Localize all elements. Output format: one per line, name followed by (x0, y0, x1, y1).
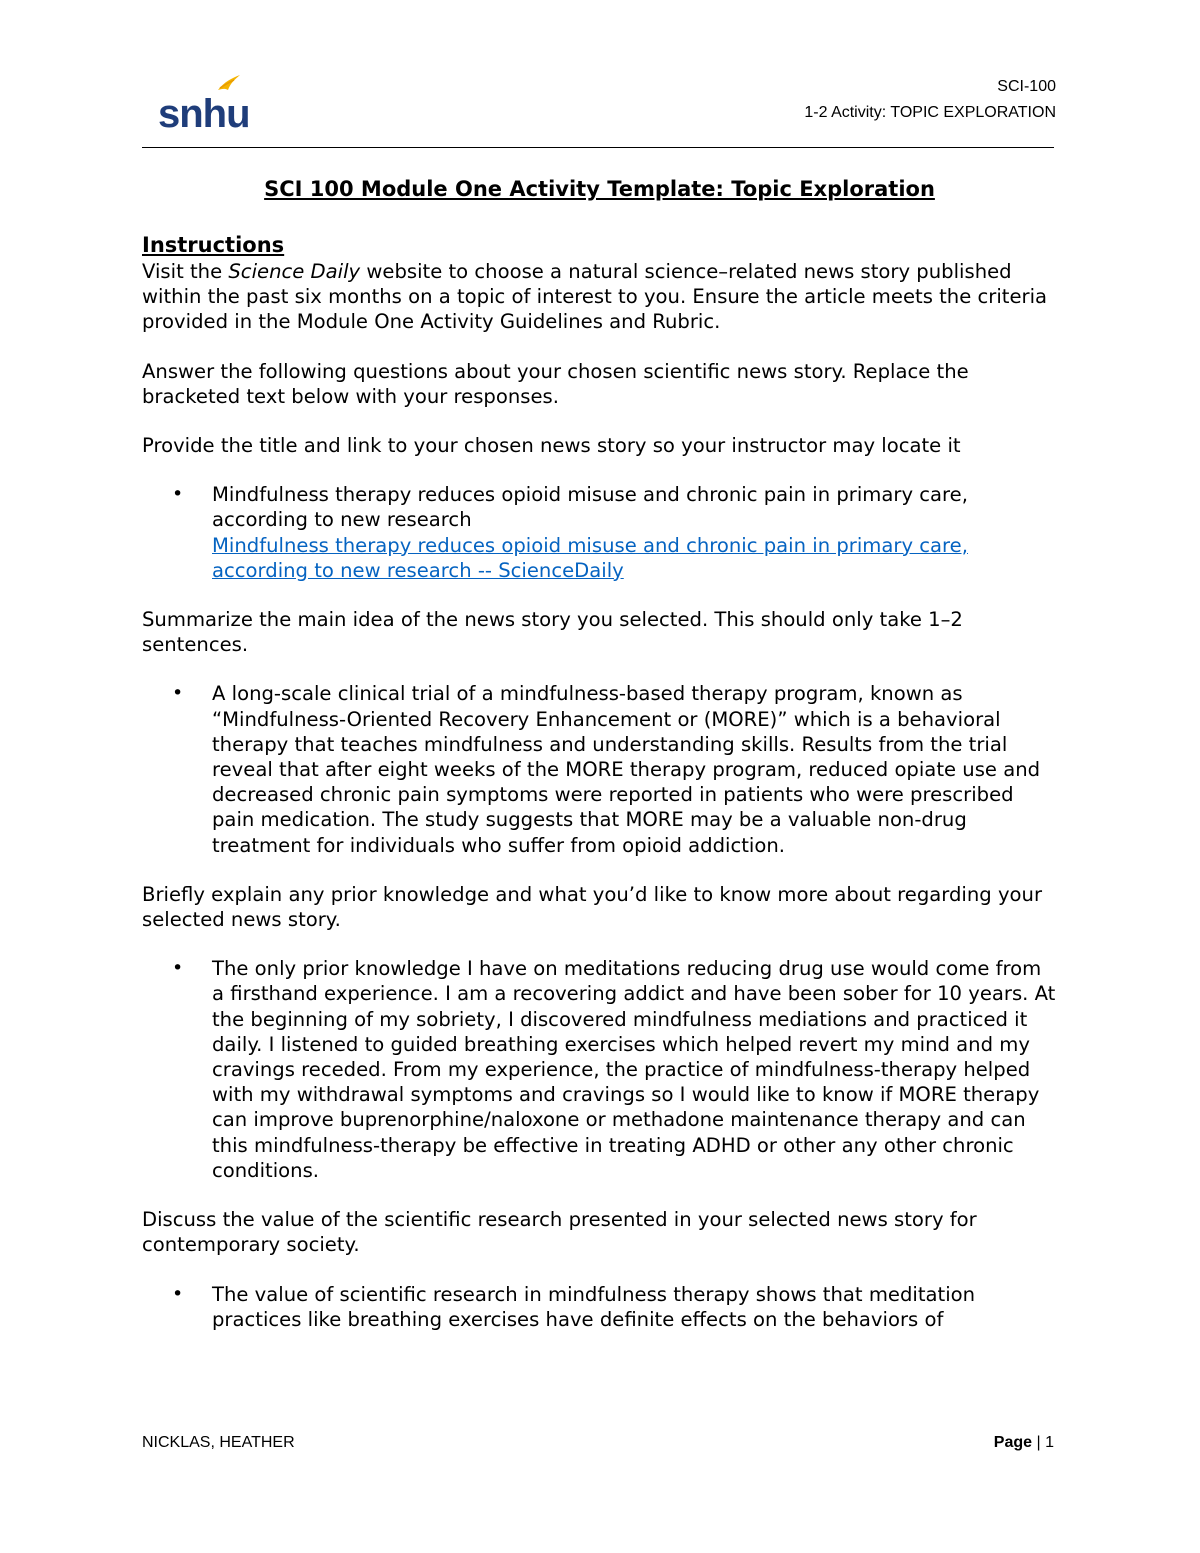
list-item (142, 681, 1057, 857)
question-2-answer (142, 681, 1057, 857)
header-divider (142, 147, 1054, 148)
snhu-logo (158, 70, 250, 136)
question-2-prompt: Summarize the main idea of the news story you selected. This should only take 1–2 sentences. (142, 608, 963, 657)
bullet-icon: • (172, 1282, 184, 1305)
answer-text: The value of scientific research in mindfulness therapy shows that meditation practices like breathing exercises have definite effects on the behaviors of (212, 1282, 976, 1331)
bullet-icon: • (172, 682, 184, 705)
article-link[interactable]: Mindfulness therapy reduces opioid misuse and chronic pain in primary care, according to new research -- ScienceDaily (212, 533, 968, 582)
logo-wordmark: snhu (158, 92, 250, 136)
instructions-text-start: Visit the (142, 260, 229, 283)
instructions-paragraph (142, 259, 1057, 335)
answer-text: The only prior knowledge I have on meditations reducing drug use would come from a firsthand experience. I am a recovering addict and have been sober for 10 years. At the beginning of my sobriety, I discovered mindfulness mediations and practiced it daily. I listened to guided breathing exercises which helped revert my mind and my cravings receded. From my experience, the practice of mindfulness-therapy helped with my withdrawal symptoms and cravings so I would like to know if MORE therapy can improve buprenorphine/naloxone or methadone maintenance therapy and can this mindfulness-therapy be effective in treating ADHD or other any other chronic conditions. (212, 957, 1056, 1182)
bullet-icon: • (172, 483, 184, 506)
question-4-prompt: Discuss the value of the scientific research presented in your selected news story for contemporary society. (142, 1208, 977, 1257)
footer-page-number (994, 1434, 1054, 1452)
footer-author: NICKLAS, HEATHER (142, 1434, 295, 1451)
article-title: Mindfulness therapy reduces opioid misuse and chronic pain in primary care, according to new research (212, 483, 968, 532)
list-item (142, 1282, 1057, 1332)
document-body (142, 175, 1057, 1356)
header-course-info (804, 74, 1056, 126)
course-code: SCI-100 (997, 78, 1056, 95)
page-separator: | (1032, 1434, 1046, 1451)
question-1-answer (142, 482, 1057, 583)
instructions-text-end: website to choose a natural science–related news story published within the past six months on a topic of interest to you. Ensure the article meets the criteria provided in the Module One Activity Guidelines and Rubric. (142, 260, 1048, 334)
document-title: SCI 100 Module One Activity Template: Topic Exploration (264, 177, 935, 201)
answer-text: A long-scale clinical trial of a mindfulness-based therapy program, known as “Mindfulness-Oriented Recovery Enhancement or (MORE)” which is a behavioral therapy that teaches mindfulness and understanding skills. Results from the trial reveal that after eight weeks of the MORE therapy program, reduced opiate use and decreased chronic pain symptoms were reported in patients who were prescribed pain medication. The study suggests that MORE may be a valuable non-drug treatment for individuals who suffer from opioid addiction. (212, 682, 1041, 857)
list-item (142, 482, 1057, 583)
instructions-heading: Instructions (142, 233, 285, 257)
answer-prompt: Answer the following questions about your chosen scientific news story. Replace the bracketed text below with your responses. (142, 359, 969, 408)
page-label: Page (993, 1434, 1033, 1451)
bullet-icon: • (172, 957, 184, 980)
science-daily-name: Science Daily (228, 260, 361, 283)
question-4-answer (142, 1282, 1057, 1332)
question-3-answer (142, 956, 1057, 1183)
activity-name: 1-2 Activity: TOPIC EXPLORATION (804, 104, 1056, 121)
page-number: 1 (1045, 1434, 1054, 1451)
list-item (142, 956, 1057, 1183)
question-1-prompt: Provide the title and link to your chosen news story so your instructor may locate it (142, 434, 961, 458)
question-3-prompt: Briefly explain any prior knowledge and what you’d like to know more about regarding your selected news story. (142, 882, 1043, 932)
